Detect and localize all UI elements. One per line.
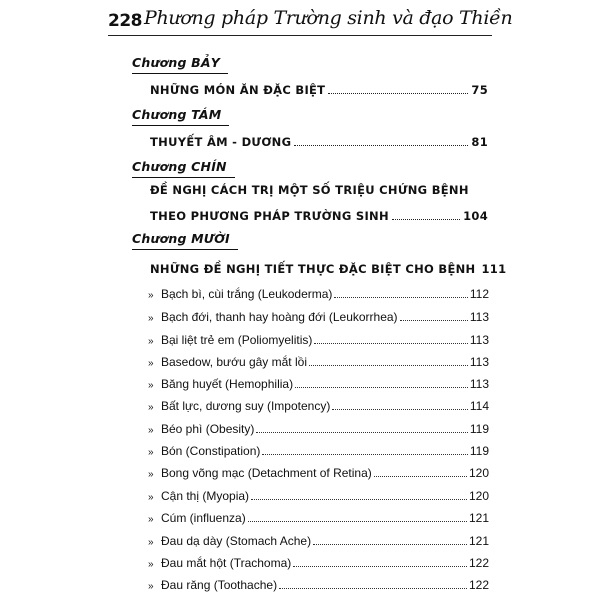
bullet-glyph: » <box>148 313 154 324</box>
toc-entry[interactable] <box>148 285 489 301</box>
bullet-glyph: » <box>148 559 154 570</box>
entry-title: Đau mắt hột (Trachoma) <box>161 556 292 570</box>
entry-title: Cận thị (Myopia) <box>161 489 250 503</box>
bullet-glyph: » <box>148 514 154 525</box>
bullet-glyph: » <box>148 581 154 592</box>
dot-leader <box>374 475 467 477</box>
toc-entry[interactable] <box>148 487 489 503</box>
chapter-title-10: NHỮNG ĐỀ NGHỊ TIẾT THỰC ĐẶC BIỆT CHO BỆNH <box>150 262 476 276</box>
entry-title: Đau răng (Toothache) <box>161 578 278 592</box>
entry-page: 113 <box>469 355 489 369</box>
toc-entry[interactable] <box>148 532 489 548</box>
toc-entry[interactable] <box>148 308 489 324</box>
entry-page: 121 <box>468 511 489 525</box>
entry-title: Bạch đới, thanh hay hoàng đới (Leukorrhea) <box>161 310 398 324</box>
entry-title: Bong võng mạc (Detachment of Retina) <box>161 466 372 480</box>
toc-entry[interactable] <box>148 420 489 436</box>
chapter-label-9: Chương CHÍN <box>132 159 235 178</box>
dot-leader <box>332 408 468 410</box>
entry-page: 114 <box>469 399 489 413</box>
chapter-title-8: THUYẾT ÂM - DƯƠNG <box>150 135 292 149</box>
chapter-label-8: Chương TÁM <box>132 107 229 126</box>
toc-entry[interactable] <box>148 375 489 391</box>
bullet-glyph: » <box>148 492 154 503</box>
entry-title: Băng huyết (Hemophilia) <box>161 377 294 391</box>
running-title: Phương pháp Trường sinh và đạo Thiền <box>144 7 513 29</box>
entry-title: Cúm (influenza) <box>161 511 246 525</box>
entry-page: 120 <box>468 466 489 480</box>
entry-page: 119 <box>469 444 489 458</box>
dot-leader <box>251 498 467 500</box>
entry-title: Bất lực, dương suy (Impotency) <box>161 399 331 413</box>
chapter-page-10: 111 <box>481 262 507 276</box>
dot-leader <box>293 565 467 567</box>
dot-leader <box>313 543 467 545</box>
bullet-glyph: » <box>148 380 154 391</box>
chapter-title-9-line-1[interactable]: ĐỀ NGHỊ CÁCH TRỊ MỘT SỐ TRIỆU CHỨNG BỆNH <box>150 183 469 197</box>
chapter-page-8: 81 <box>471 135 488 149</box>
dot-leader <box>392 218 460 220</box>
chapter-entry-7[interactable] <box>150 79 488 97</box>
entry-page: 113 <box>469 310 489 324</box>
bullet-glyph: » <box>148 290 154 301</box>
dot-leader <box>400 319 468 321</box>
dot-leader <box>279 587 467 589</box>
chapter-title-7: NHỮNG MÓN ĂN ĐẶC BIỆT <box>150 83 326 97</box>
toc-entry[interactable] <box>148 464 489 480</box>
chapter-page-9: 104 <box>463 209 488 223</box>
toc-entry[interactable] <box>148 397 489 413</box>
dot-leader <box>256 431 467 433</box>
chapter-page-7: 75 <box>471 83 488 97</box>
entry-page: 119 <box>469 422 489 436</box>
chapter-title-9-line-2: THEO PHƯƠNG PHÁP TRƯỜNG SINH <box>150 209 389 223</box>
entry-page: 113 <box>469 377 489 391</box>
entry-title: Bại liệt trẻ em (Poliomyelitis) <box>161 333 313 347</box>
entry-title: Bạch bì, cùi trắng (Leukoderma) <box>161 287 333 301</box>
chapter-label-7: Chương BẢY <box>132 55 228 74</box>
dot-leader <box>309 364 468 366</box>
toc-entry[interactable] <box>148 353 489 369</box>
bullet-glyph: » <box>148 447 154 458</box>
entry-page: 113 <box>469 333 489 347</box>
entry-page: 122 <box>468 556 489 570</box>
entry-title: Bón (Constipation) <box>161 444 261 458</box>
entry-page: 121 <box>468 534 489 548</box>
chapter-entry-8[interactable] <box>150 131 488 149</box>
toc-entry[interactable] <box>148 554 489 570</box>
entry-title: Basedow, bướu gây mắt lồi <box>161 355 307 369</box>
chapter-entry-10[interactable] <box>150 258 507 276</box>
entry-page: 120 <box>468 489 489 503</box>
chapter-entry-9[interactable] <box>150 205 488 223</box>
toc-entry[interactable] <box>148 331 489 347</box>
bullet-glyph: » <box>148 425 154 436</box>
toc-entry[interactable] <box>148 442 489 458</box>
bullet-glyph: » <box>148 336 154 347</box>
entry-title: Đau dạ dày (Stomach Ache) <box>161 534 312 548</box>
dot-leader <box>295 386 468 388</box>
bullet-glyph: » <box>148 358 154 369</box>
dot-leader <box>334 296 467 298</box>
page-number: 228 <box>108 11 142 31</box>
entry-title: Béo phì (Obesity) <box>161 422 255 436</box>
dot-leader <box>248 520 467 522</box>
entry-page: 112 <box>469 287 489 301</box>
toc-entry[interactable] <box>148 576 489 592</box>
dot-leader <box>328 92 468 94</box>
toc-entry[interactable] <box>148 509 489 525</box>
dot-leader <box>262 453 467 455</box>
bullet-glyph: » <box>148 469 154 480</box>
bullet-glyph: » <box>148 537 154 548</box>
entry-page: 122 <box>468 578 489 592</box>
dot-leader <box>294 144 468 146</box>
bullet-glyph: » <box>148 402 154 413</box>
dot-leader <box>314 342 467 344</box>
chapter-label-10: Chương MƯỜI <box>132 231 238 250</box>
